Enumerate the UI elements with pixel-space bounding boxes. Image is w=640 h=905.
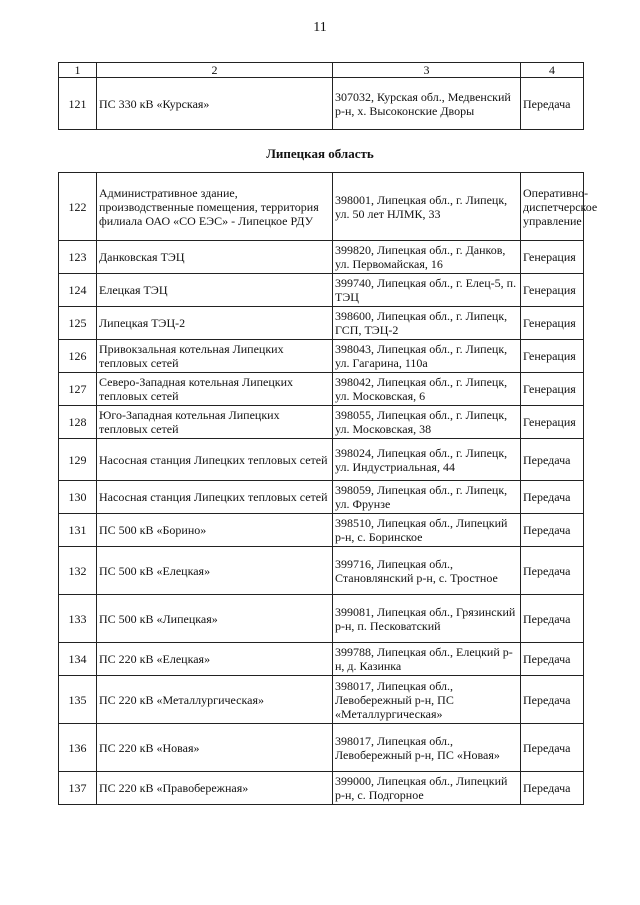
row-number: 122 [59, 173, 97, 241]
table-header-row [59, 63, 584, 78]
object-name: ПС 220 кВ «Елецкая» [97, 643, 333, 676]
object-type: Оперативно-диспетчерское управление [521, 173, 584, 241]
object-name: ПС 220 кВ «Правобережная» [97, 772, 333, 805]
object-address: 398001, Липецкая обл., г. Липецк, ул. 50 лет НЛМК, 33 [333, 173, 521, 241]
table-row [59, 643, 584, 676]
object-type: Генерация [521, 340, 584, 373]
table-row [59, 340, 584, 373]
row-number: 127 [59, 373, 97, 406]
row-number: 134 [59, 643, 97, 676]
column-number-2: 2 [97, 63, 333, 78]
object-address: 398055, Липецкая обл., г. Липецк, ул. Московская, 38 [333, 406, 521, 439]
table-row [59, 307, 584, 340]
table-row [59, 724, 584, 772]
object-address: 307032, Курская обл., Медвенский р-н, х. Высоконские Дворы [333, 78, 521, 130]
row-number: 128 [59, 406, 97, 439]
column-number-4: 4 [521, 63, 584, 78]
object-name: Данковская ТЭЦ [97, 241, 333, 274]
object-name: ПС 500 кВ «Елецкая» [97, 547, 333, 595]
object-name: Юго-Западная котельная Липецких тепловых сетей [97, 406, 333, 439]
table-row [59, 439, 584, 481]
object-address: 398600, Липецкая обл., г. Липецк, ГСП, ТЭЦ-2 [333, 307, 521, 340]
object-address: 398059, Липецкая обл., г. Липецк, ул. Фрунзе [333, 481, 521, 514]
objects-table-top [58, 62, 584, 130]
table-row [59, 406, 584, 439]
object-address: 398042, Липецкая обл., г. Липецк, ул. Московская, 6 [333, 373, 521, 406]
object-address: 399000, Липецкая обл., Липецкий р-н, с. Подгорное [333, 772, 521, 805]
object-type: Передача [521, 439, 584, 481]
row-number: 124 [59, 274, 97, 307]
object-type: Генерация [521, 241, 584, 274]
object-name: Северо-Западная котельная Липецких тепловых сетей [97, 373, 333, 406]
object-name: ПС 500 кВ «Липецкая» [97, 595, 333, 643]
object-address: 398510, Липецкая обл., Липецкий р-н, с. Боринское [333, 514, 521, 547]
column-number-1: 1 [59, 63, 97, 78]
object-type: Генерация [521, 373, 584, 406]
table-row [59, 481, 584, 514]
row-number: 129 [59, 439, 97, 481]
table-row [59, 241, 584, 274]
object-type: Передача [521, 676, 584, 724]
object-name: Привокзальная котельная Липецких тепловых сетей [97, 340, 333, 373]
objects-table-lipetsk [58, 172, 598, 805]
object-name: ПС 330 кВ «Курская» [97, 78, 333, 130]
object-type: Передача [521, 481, 584, 514]
table-row [59, 514, 584, 547]
object-name: ПС 220 кВ «Металлургическая» [97, 676, 333, 724]
row-number: 135 [59, 676, 97, 724]
object-address: 399820, Липецкая обл., г. Данков, ул. Первомайская, 16 [333, 241, 521, 274]
row-number: 123 [59, 241, 97, 274]
row-number: 132 [59, 547, 97, 595]
row-number: 131 [59, 514, 97, 547]
object-type: Передача [521, 78, 584, 130]
object-name: ПС 220 кВ «Новая» [97, 724, 333, 772]
object-type: Передача [521, 595, 584, 643]
object-type: Передача [521, 547, 584, 595]
object-type: Генерация [521, 307, 584, 340]
row-number: 137 [59, 772, 97, 805]
object-address: 399716, Липецкая обл., Становлянский р-н, с. Тростное [333, 547, 521, 595]
table-row [59, 547, 584, 595]
object-type: Генерация [521, 274, 584, 307]
row-number: 133 [59, 595, 97, 643]
object-address: 398017, Липецкая обл., Левобережный р-н, ПС «Металлургическая» [333, 676, 521, 724]
table-row [59, 173, 584, 241]
table-row [59, 595, 584, 643]
object-name: ПС 500 кВ «Борино» [97, 514, 333, 547]
object-name: Липецкая ТЭЦ-2 [97, 307, 333, 340]
object-address: 398043, Липецкая обл., г. Липецк, ул. Гагарина, 110а [333, 340, 521, 373]
table-row [59, 373, 584, 406]
object-address: 398024, Липецкая обл., г. Липецк, ул. Индустриальная, 44 [333, 439, 521, 481]
object-address: 398017, Липецкая обл., Левобережный р-н, ПС «Новая» [333, 724, 521, 772]
object-address: 399788, Липецкая обл., Елецкий р-н, д. Казинка [333, 643, 521, 676]
object-name: Елецкая ТЭЦ [97, 274, 333, 307]
row-number: 126 [59, 340, 97, 373]
object-address: 399740, Липецкая обл., г. Елец-5, п. ТЭЦ [333, 274, 521, 307]
object-type: Передача [521, 724, 584, 772]
row-number: 121 [59, 78, 97, 130]
table-row [59, 78, 584, 130]
table-row [59, 274, 584, 307]
region-title: Липецкая область [266, 146, 374, 161]
object-name: Административное здание, производственные помещения, территория филиала ОАО «СО ЕЭС» - Липецкое РДУ [97, 173, 333, 241]
table-row [59, 772, 584, 805]
table-row [59, 676, 584, 724]
object-type: Генерация [521, 406, 584, 439]
object-type: Передача [521, 643, 584, 676]
object-type: Передача [521, 514, 584, 547]
row-number: 136 [59, 724, 97, 772]
page-number: 11 [313, 20, 327, 35]
object-name: Насосная станция Липецких тепловых сетей [97, 481, 333, 514]
row-number: 130 [59, 481, 97, 514]
column-number-3: 3 [333, 63, 521, 78]
object-type: Передача [521, 772, 584, 805]
object-address: 399081, Липецкая обл., Грязинский р-н, п. Песковатский [333, 595, 521, 643]
object-name: Насосная станция Липецких тепловых сетей [97, 439, 333, 481]
row-number: 125 [59, 307, 97, 340]
